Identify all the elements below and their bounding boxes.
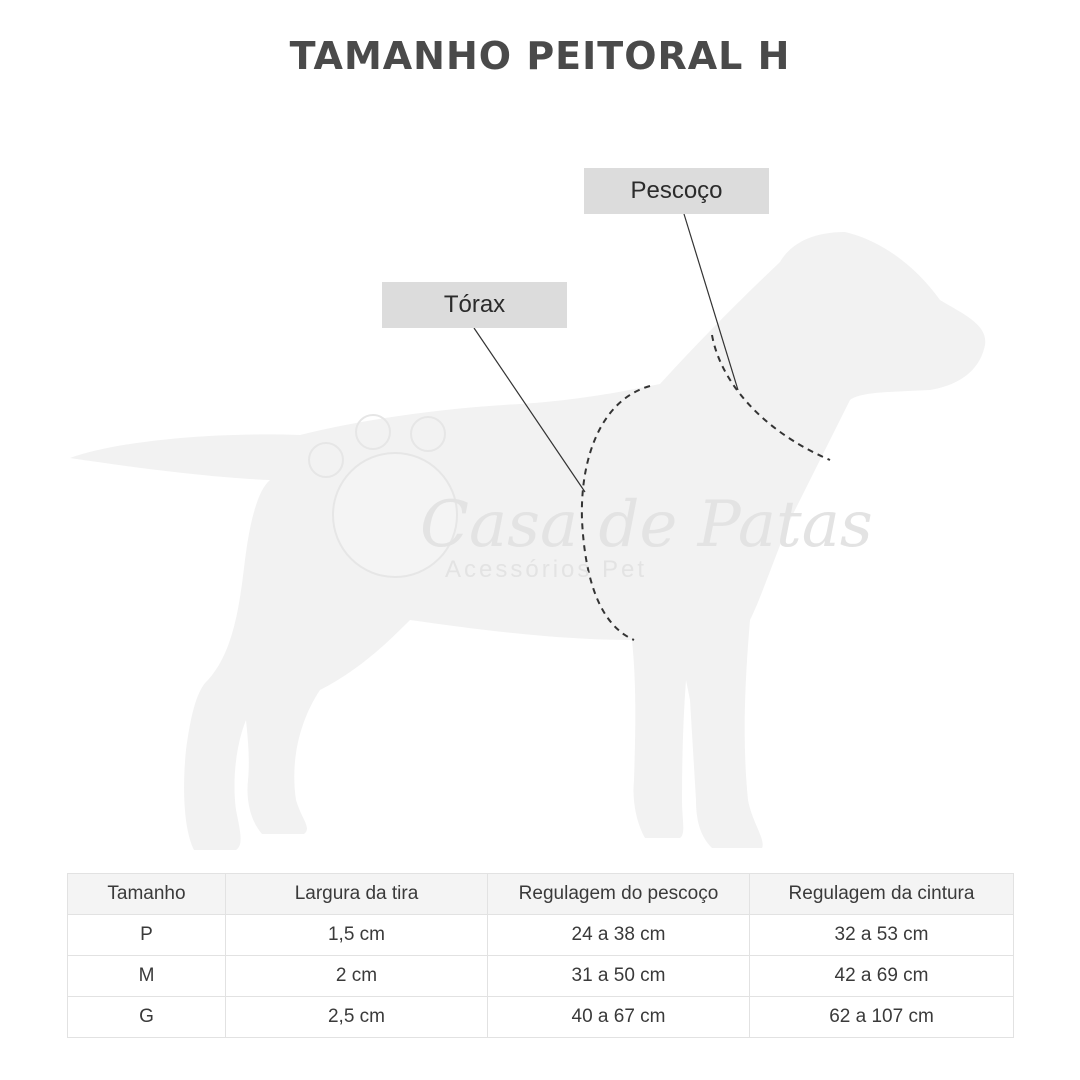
watermark-tagline: Acessórios Pet [445, 556, 648, 583]
chest-callout-label: Tórax [382, 282, 567, 328]
header-waist-adjust: Regulagem da cintura [750, 874, 1014, 915]
watermark-brand: Casa de Patas [420, 488, 873, 562]
size-cell: P [68, 915, 226, 956]
header-neck-adjust: Regulagem do pescoço [488, 874, 750, 915]
size-cell: G [68, 997, 226, 1038]
strap-width-cell: 2 cm [226, 956, 488, 997]
header-size: Tamanho [68, 874, 226, 915]
neck-adjust-cell: 31 a 50 cm [488, 956, 750, 997]
neck-adjust-cell: 24 a 38 cm [488, 915, 750, 956]
neck-callout-label: Pescoço [584, 168, 769, 214]
size-cell: M [68, 956, 226, 997]
table-row [68, 997, 1014, 1038]
header-strap-width: Largura da tira [226, 874, 488, 915]
table-header-row [68, 874, 1014, 915]
strap-width-cell: 1,5 cm [226, 915, 488, 956]
neck-adjust-cell: 40 a 67 cm [488, 997, 750, 1038]
page-title: TAMANHO PEITORAL H [289, 34, 791, 78]
waist-adjust-cell: 62 a 107 cm [750, 997, 1014, 1038]
strap-width-cell: 2,5 cm [226, 997, 488, 1038]
table-row [68, 956, 1014, 997]
waist-adjust-cell: 42 a 69 cm [750, 956, 1014, 997]
size-table [67, 873, 1014, 1038]
table-row [68, 915, 1014, 956]
waist-adjust-cell: 32 a 53 cm [750, 915, 1014, 956]
